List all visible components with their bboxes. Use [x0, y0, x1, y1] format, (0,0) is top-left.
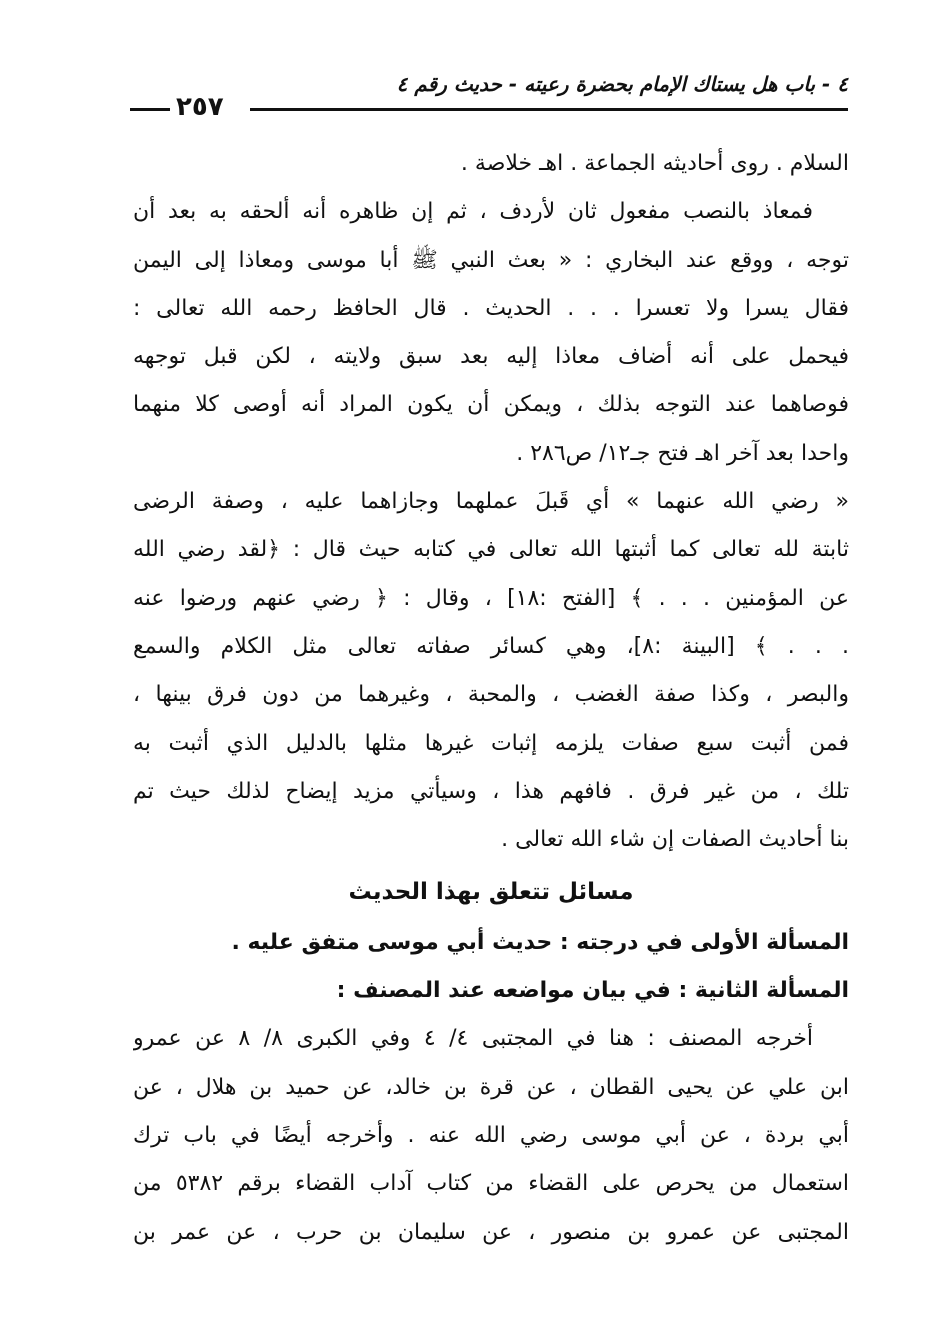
text-line: تلك ، من غير فرق . فافهم هذا ، وسيأتي مزيد إيضاح لذلك حيث تم — [133, 778, 849, 804]
text-line: فمن أثبت سبع صفات يلزمه إثبات غيرها مثلها بالدليل الذي أثبت به — [133, 730, 849, 756]
header-rule-left — [130, 108, 170, 111]
header-rule — [250, 108, 848, 111]
text-line: أخرجه المصنف : هنا في المجتبى ٤/ ٤ وفي الكبرى ٨/ ٨ عن عمرو — [133, 1026, 814, 1052]
running-header — [130, 72, 848, 120]
text-line: فوصاهما عند التوجه بذلك ، ويمكن أن يكون المراد أنه أوصى كلا منهما — [133, 392, 849, 418]
text-line: السلام . روى أحاديثه الجماعة . اهـ خلاصة . — [460, 151, 849, 176]
text-line: المجتبى عن عمرو بن منصور ، عن سليمان بن حرب ، عن عمر بن — [133, 1219, 849, 1245]
text-line: بنا أحاديث الصفات إن شاء الله تعالى . — [501, 827, 849, 853]
body-text — [133, 140, 849, 1257]
text-line: عن المؤمنين . . . ﴾ [الفتح :١٨] ، وقال : ﴿ رضي عنهم ورضوا عنه — [133, 585, 849, 611]
text-line: المسألة الثانية : في بيان مواضعه عند المصنف : — [336, 978, 849, 1004]
text-line: استعمال من يحرص على القضاء من كتاب آداب القضاء برقم ٥٣٨٢ من — [133, 1171, 849, 1197]
text-line: « رضي الله عنهما » أي قَبلَ عملهما وجازاهما عليه ، وصفة الرضى — [133, 489, 849, 515]
text-line: فمعاذ بالنصب مفعول ثان لأردف ، ثم إن ظاهره أنه ألحقه به بعد أن — [133, 199, 813, 225]
text-line: فقال يسرا ولا تعسرا . . . الحديث . قال الحافظ رحمه الله تعالى : — [133, 295, 849, 321]
text-line: واحدا بعد آخر اهـ فتح جـ١٢/ ص٢٨٦ . — [516, 440, 849, 466]
text-line: فيحمل على أنه أضاف معاذا إليه بعد سبق ولايته ، لكن قبل توجهه — [133, 344, 849, 370]
text-line: توجه ، ووقع عند البخاري : « بعث النبي ﷺ أبا موسى ومعاذا إلى اليمن — [133, 247, 849, 273]
header-title: ٤ - باب هل يستاك الإمام بحضرة رعيته - حديث رقم ٤ — [396, 72, 848, 96]
text-line: أبي بردة ، عن أبي موسى رضي الله عنه . وأخرجه أيضًا في باب ترك — [133, 1122, 849, 1148]
section-heading: مسائل تتعلق بهذا الحديث — [348, 879, 634, 906]
text-line: ابن علي عن يحيى القطان ، عن قرة بن خالد، عن حميد بن هلال ، عن — [133, 1074, 849, 1100]
text-line: . . . ﴾ [البينة :٨]، وهي كسائر صفاته تعالى مثل الكلام والسمع — [133, 633, 849, 659]
page-number: ٢٥٧ — [176, 92, 224, 122]
text-line: والبصر ، وكذا صفة الغضب ، والمحبة ، وغيرهما من دون فرق بينها ، — [133, 682, 849, 708]
text-line: ثابتة لله تعالى كما أثبتها الله تعالى في كتابه حيث قال : ﴿لقد رضي الله — [133, 537, 849, 563]
text-line: المسألة الأولى في درجته : حديث أبي موسى متفق عليه . — [231, 929, 849, 955]
